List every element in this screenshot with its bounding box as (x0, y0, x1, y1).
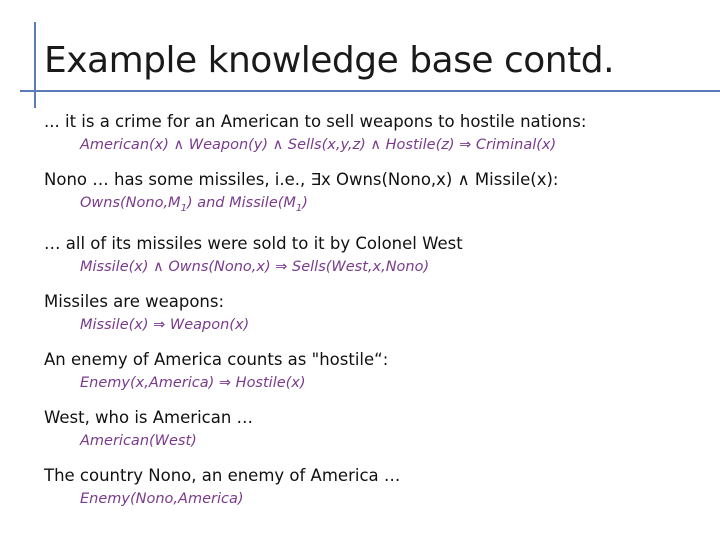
statement-text: … all of its missiles were sold to it by Colonel West (44, 233, 463, 253)
slide-title: Example knowledge base contd. (44, 40, 615, 81)
kb-item-enemy-hostile (44, 348, 714, 394)
kb-item-missiles-sold (44, 232, 714, 278)
kb-item-west-american (44, 406, 714, 452)
statement-text: The country Nono, an enemy of America … (44, 465, 401, 485)
formula-subscript: 1 (180, 202, 187, 214)
formula-text: Missile(x) ∧ Owns(Nono,x) ⇒ Sells(West,x,Nono) (80, 258, 430, 275)
formula-text: Enemy(Nono,America) (80, 490, 244, 507)
formula-text: Missile(x) ⇒ Weapon(x) (80, 316, 250, 333)
statement-text: West, who is American … (44, 407, 254, 427)
kb-item-missiles-weapons (44, 290, 714, 336)
kb-item-nono-enemy (44, 464, 714, 510)
title-accent-horizontal-line (20, 90, 720, 92)
formula-text: Enemy(x,America) ⇒ Hostile(x) (80, 374, 306, 391)
statement-text: ... it is a crime for an American to sell weapons to hostile nations: (44, 112, 587, 131)
kb-item-crime (44, 110, 714, 156)
slide-content (44, 110, 714, 510)
formula-part: Owns(Nono,M (80, 195, 181, 211)
kb-item-missiles-owned (44, 168, 714, 220)
formula-text: American(x) ∧ Weapon(y) ∧ Sells(x,y,z) ∧ Hostile(z) ⇒ Criminal(x) (80, 137, 557, 153)
formula-text: American(West) (80, 432, 197, 449)
statement-text: An enemy of America counts as "hostile“: (44, 349, 389, 369)
formula-text (80, 192, 714, 220)
formula-part: ) and Missile(M (186, 195, 296, 211)
formula-subscript: 1 (295, 202, 303, 214)
formula-part: ) (302, 195, 308, 211)
statement-text: Missiles are weapons: (44, 291, 225, 311)
statement-text: Nono … has some missiles, i.e., ∃x Owns(Nono,x) ∧ Missile(x): (44, 170, 559, 189)
title-accent-vertical-line (34, 22, 36, 108)
